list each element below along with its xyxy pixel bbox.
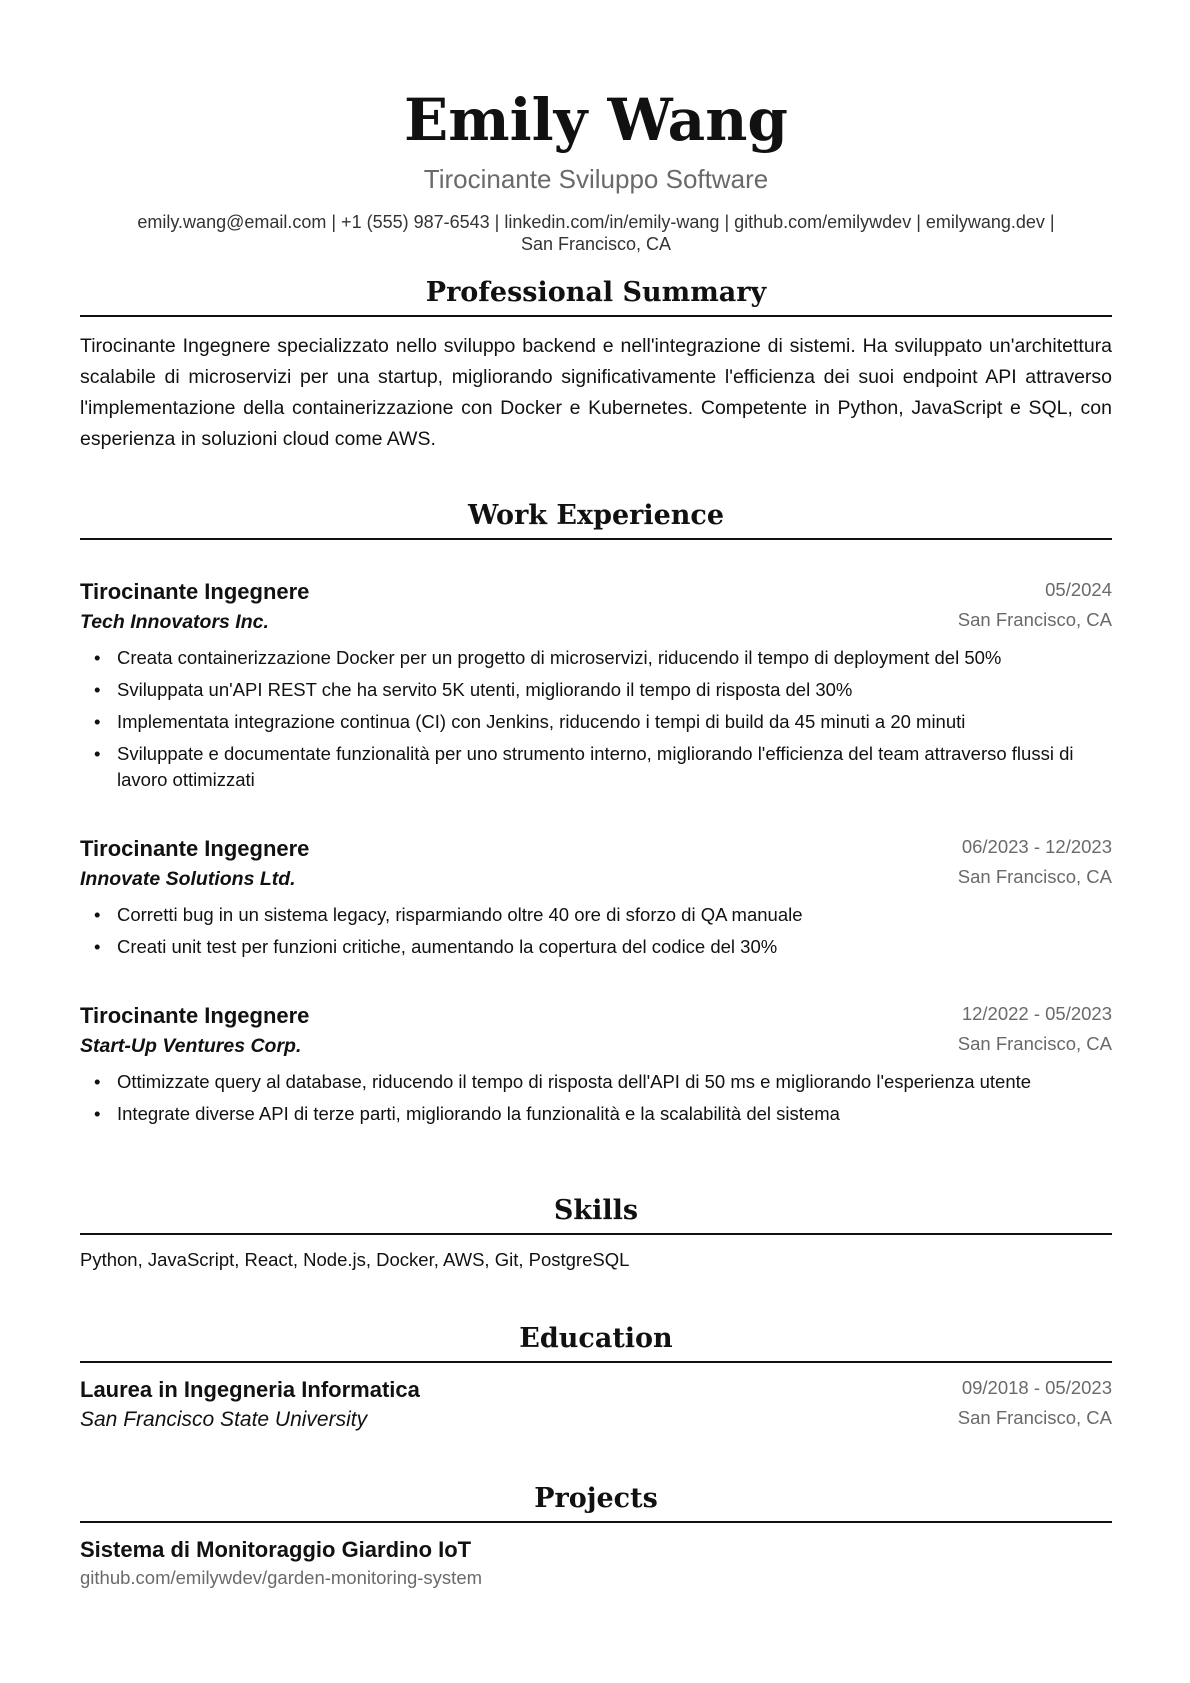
job-bullets [80, 645, 1112, 793]
job-date: 06/2023 - 12/2023 [961, 836, 1112, 857]
job-bullet: • Sviluppata un'API REST che ha servito 5K utenti, migliorando il tempo di risposta del 30% [80, 677, 1112, 703]
education-date: 09/2018 - 05/2023 [961, 1377, 1112, 1398]
bullet-icon: • [94, 904, 101, 925]
summary-section [80, 275, 1112, 455]
job-bullet: • Ottimizzate query al database, riducendo il tempo di risposta dell'API di 50 ms e migliorando l'esperienza utente [80, 1069, 1112, 1095]
job-bullet: • Implementata integrazione continua (CI) con Jenkins, riducendo i tempi di build da 45 minuti a 20 minuti [80, 709, 1112, 735]
company-name: Innovate Solutions Ltd. [80, 868, 296, 890]
bullet-icon: • [94, 711, 101, 732]
contact-info [80, 211, 1112, 255]
bullet-icon: • [94, 936, 101, 957]
job-bullets [80, 902, 1112, 960]
job-location: San Francisco, CA [957, 1033, 1112, 1054]
bullet-icon: • [94, 1071, 101, 1092]
job-location: San Francisco, CA [957, 609, 1112, 630]
job-bullet: • Integrate diverse API di terze parti, migliorando la funzionalità e la scalabilità del sistema [80, 1101, 1112, 1127]
company-name: Start-Up Ventures Corp. [80, 1035, 302, 1057]
job-bullet: • Creata containerizzazione Docker per un progetto di microservizi, riducendo il tempo di deployment del 50% [80, 645, 1112, 671]
contact-line-2: San Francisco, CA [520, 234, 672, 254]
project-link[interactable]: github.com/emilywdev/garden-monitoring-system [80, 1567, 483, 1588]
education-location: San Francisco, CA [957, 1407, 1112, 1428]
job-bullet: • Creati unit test per funzioni critiche, aumentando la copertura del codice del 30% [80, 934, 1112, 960]
contact-line-1: emily.wang@email.com | +1 (555) 987-6543 | linkedin.com/in/emily-wang | github.com/emilywdev | emilywang.dev | [137, 212, 1055, 232]
job-entry [80, 1001, 1112, 1133]
job-entry [80, 577, 1112, 799]
candidate-name: Emily Wang [404, 86, 788, 154]
skills-list: Python, JavaScript, React, Node.js, Docker, AWS, Git, PostgreSQL [80, 1249, 630, 1270]
job-bullet: • Sviluppate e documentate funzionalità per uno strumento interno, migliorando l'efficienza del team attraverso flussi di lavoro ottimizzati [94, 743, 1074, 790]
company-name: Tech Innovators Inc. [80, 611, 269, 633]
job-entry [80, 834, 1112, 966]
job-location: San Francisco, CA [957, 866, 1112, 887]
education-heading: Education [80, 1321, 1112, 1363]
education-section [80, 1321, 1112, 1435]
job-bullet: • Corretti bug in un sistema legacy, risparmiando oltre 40 ore di sforzo di QA manuale [80, 902, 1112, 928]
job-date: 12/2022 - 05/2023 [961, 1003, 1112, 1024]
institution-name: San Francisco State University [80, 1408, 368, 1431]
degree-name: Laurea in Ingegneria Informatica [80, 1377, 420, 1402]
candidate-title: Tirocinante Sviluppo Software [423, 164, 769, 194]
job-date: 05/2024 [1045, 579, 1112, 600]
skills-section [80, 1193, 1112, 1273]
skills-heading: Skills [80, 1193, 1112, 1235]
projects-section [80, 1481, 1112, 1591]
bullet-icon: • [94, 647, 101, 668]
projects-heading: Projects [80, 1481, 1112, 1523]
job-title: Tirocinante Ingegnere [80, 579, 310, 604]
bullet-icon: • [94, 743, 101, 764]
work-heading: Work Experience [80, 498, 1112, 540]
job-title: Tirocinante Ingegnere [80, 1003, 310, 1028]
work-section [80, 498, 1112, 540]
job-bullets [80, 1069, 1112, 1127]
project-name: Sistema di Monitoraggio Giardino IoT [80, 1537, 472, 1562]
summary-heading: Professional Summary [80, 275, 1112, 317]
bullet-icon: • [94, 679, 101, 700]
summary-text: Tirocinante Ingegnere specializzato nello sviluppo backend e nell'integrazione di sistemi. Ha sviluppato un'architettura scalabile di microservizi per una startup, migliorando significativamente l'efficienza dei suoi endpoint API attraverso l'implementazione della containerizzazione con Docker e Kubernetes. Competente in Python, JavaScript e SQL, con esperienza in soluzioni cloud come AWS. [80, 335, 1112, 450]
job-title: Tirocinante Ingegnere [80, 836, 310, 861]
bullet-icon: • [94, 1103, 101, 1124]
